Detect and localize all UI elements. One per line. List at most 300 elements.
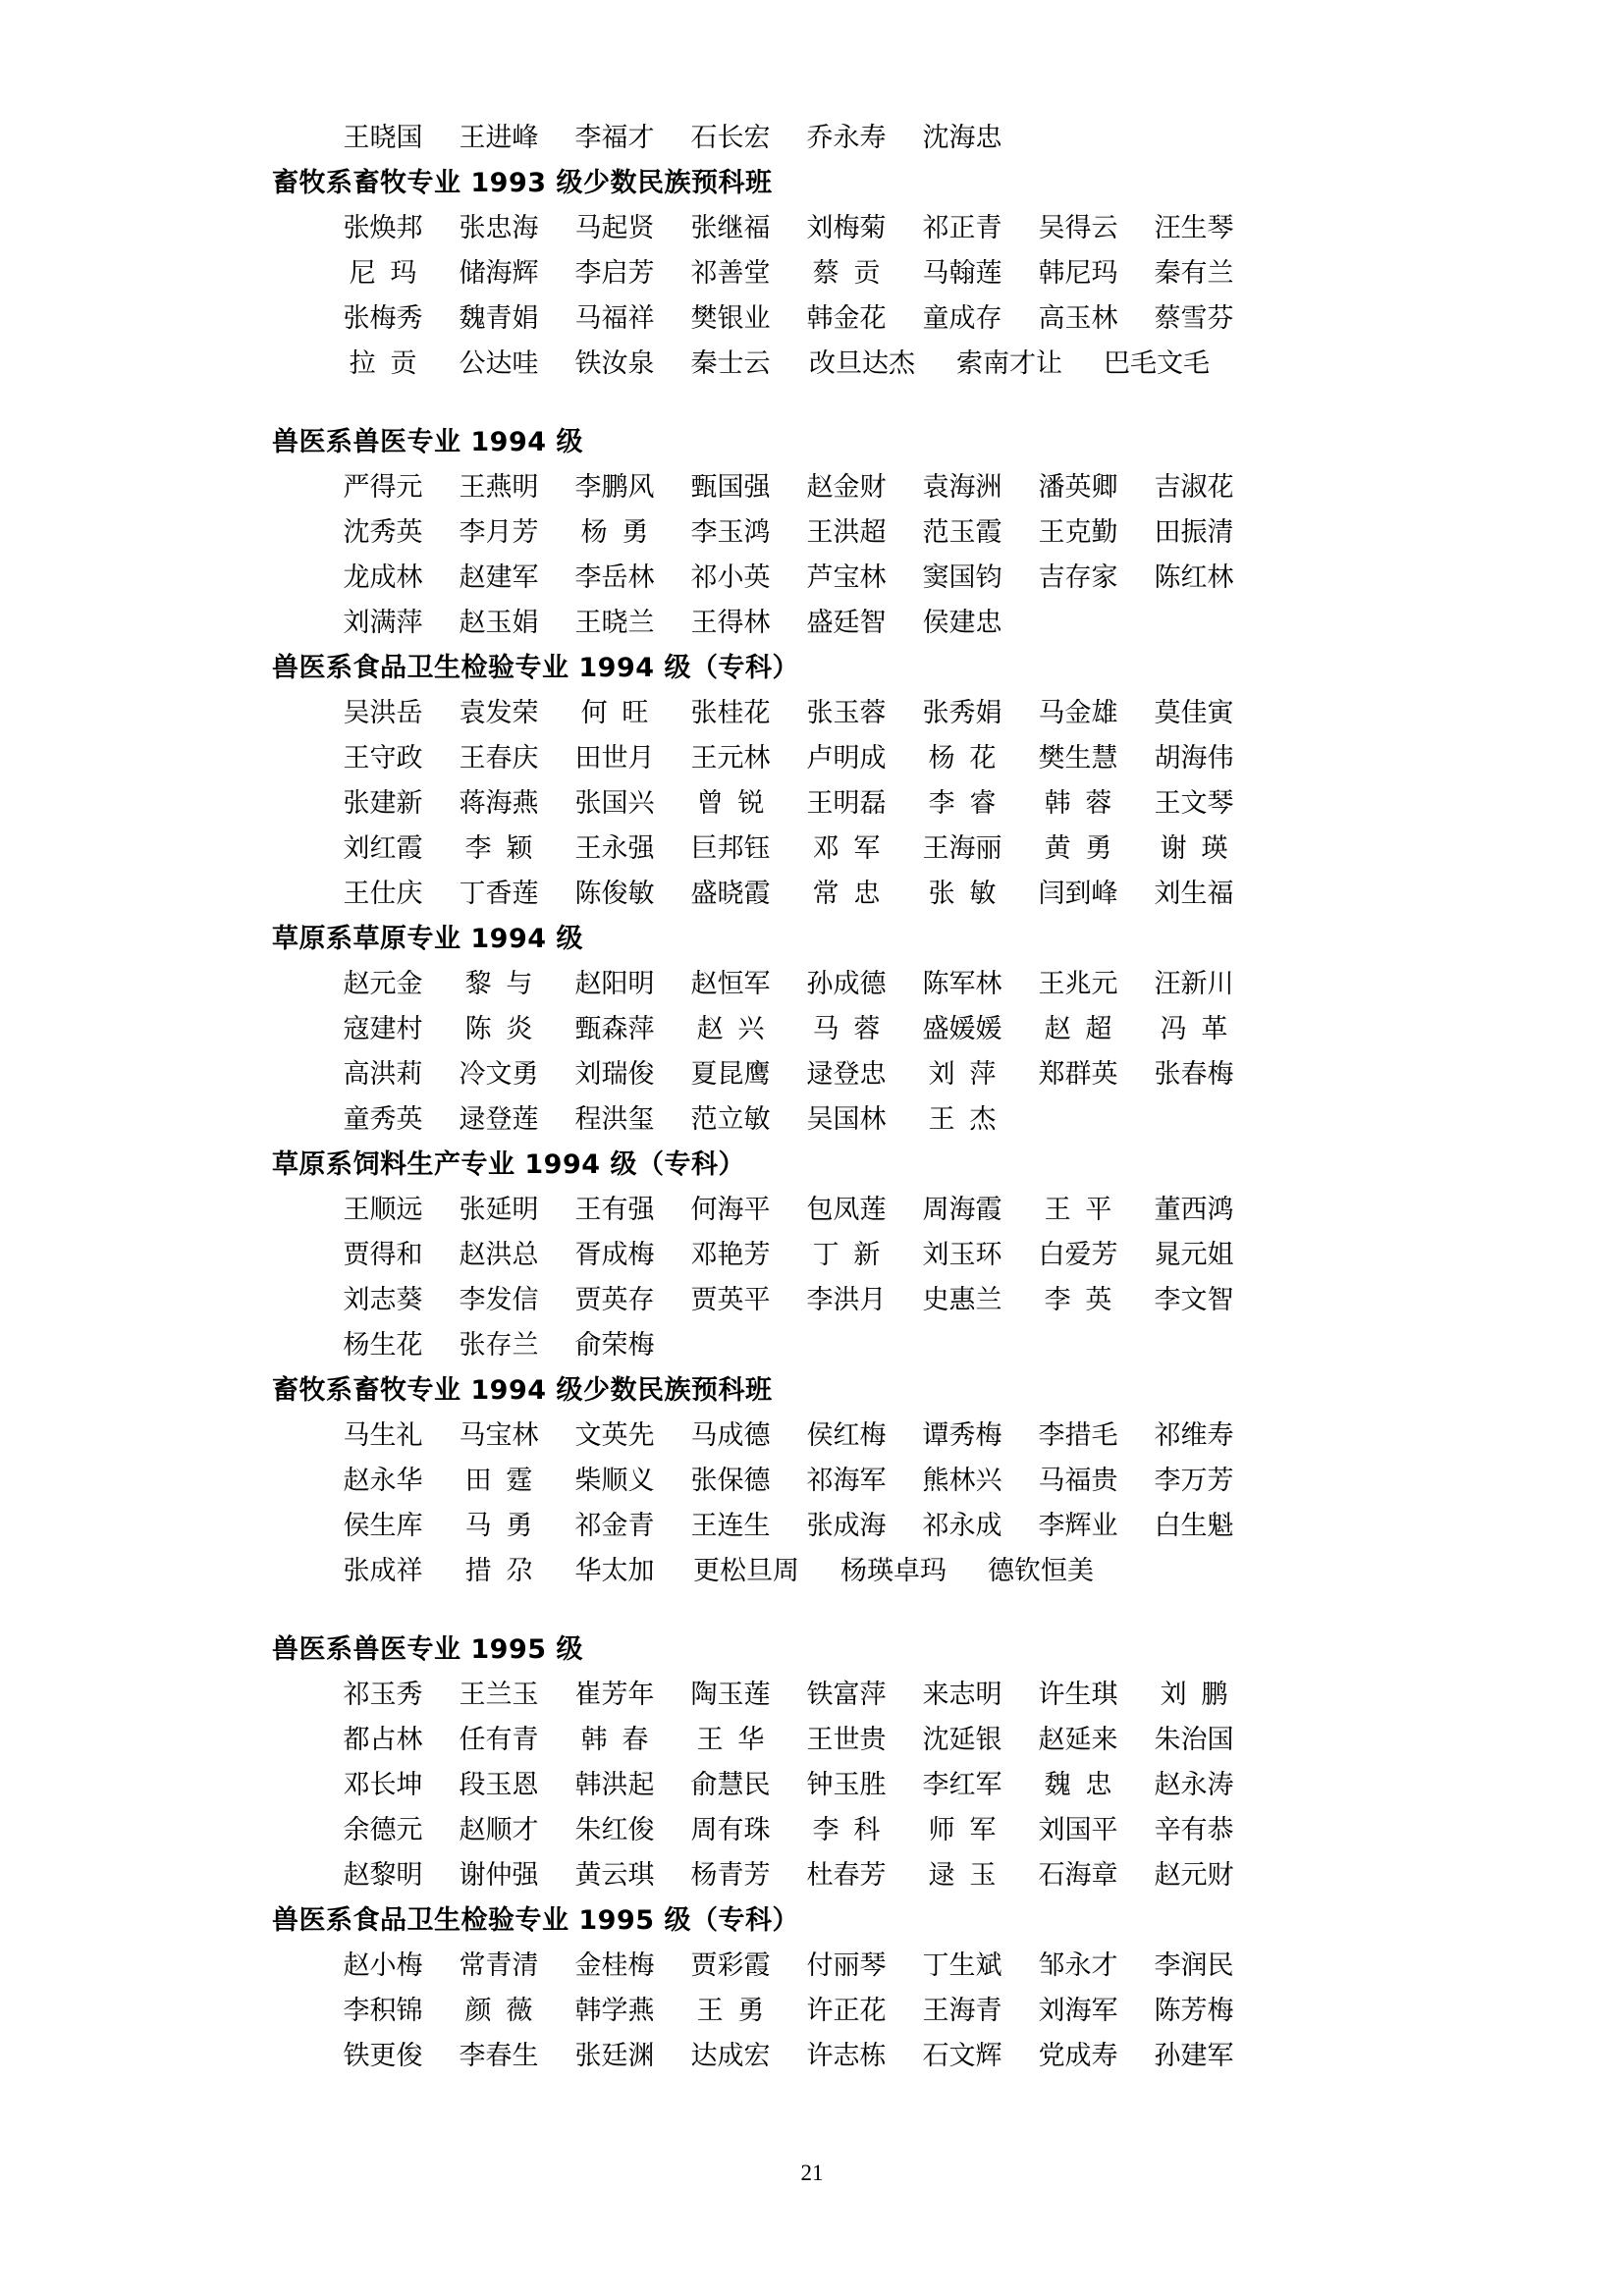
- name-entry: 王勇: [696, 1996, 780, 2026]
- name-row: [272, 736, 1352, 781]
- name-row: [272, 781, 1352, 827]
- name-entry: 王仕庆: [343, 879, 423, 909]
- name-entry: 张继福: [690, 213, 771, 243]
- name-row: [272, 296, 1352, 342]
- name-entry: 王晓国: [343, 123, 423, 153]
- name-entry: 秦士云: [690, 348, 771, 379]
- name-entry: 闫到峰: [1038, 879, 1118, 909]
- name-row: [272, 206, 1352, 251]
- name-entry: 辛有恭: [1154, 1815, 1234, 1845]
- name-entry: 邓军: [812, 833, 895, 864]
- name-entry: 俞慧民: [690, 1770, 771, 1800]
- name-entry: 柴顺义: [574, 1466, 655, 1496]
- section-heading: 兽医系食品卫生检验专业 1995 级（专科）: [272, 1905, 799, 1936]
- name-entry: 秦有兰: [1154, 258, 1234, 289]
- name-entry: 杨青芳: [690, 1860, 771, 1891]
- name-entry: 韩蓉: [1044, 788, 1127, 819]
- name-entry: 付丽琴: [806, 1950, 887, 1981]
- name-entry: 张春梅: [1154, 1059, 1234, 1090]
- name-entry: 李文智: [1154, 1285, 1234, 1315]
- name-entry: 祁善堂: [690, 258, 771, 289]
- name-entry: 樊生慧: [1038, 743, 1118, 774]
- name-entry: 侯生库: [343, 1511, 423, 1541]
- name-entry: 王春庆: [459, 743, 539, 774]
- name-entry: 张存兰: [459, 1330, 539, 1361]
- name-entry: 张国兴: [574, 788, 655, 819]
- name-entry: 沈延银: [922, 1725, 1002, 1755]
- name-entry: 魏青娟: [459, 303, 539, 334]
- name-entry: 晁元姐: [1154, 1240, 1234, 1270]
- name-entry: 王进峰: [459, 123, 539, 153]
- name-entry: 铁更俊: [343, 2041, 423, 2071]
- name-entry: 华太加: [574, 1556, 655, 1586]
- name-entry: 周海霞: [922, 1195, 1002, 1225]
- name-entry: 王得林: [690, 608, 771, 638]
- name-entry: 黎与: [464, 969, 548, 999]
- name-entry: 马福祥: [574, 303, 655, 334]
- name-row: [272, 1052, 1352, 1097]
- name-entry: 孙成德: [806, 969, 887, 999]
- name-entry: 谭秀梅: [922, 1420, 1002, 1451]
- name-entry: 刘海军: [1038, 1996, 1118, 2026]
- name-row: [272, 1007, 1352, 1052]
- name-entry: 包凤莲: [806, 1195, 887, 1225]
- name-entry: 王克勤: [1038, 517, 1118, 548]
- name-entry: 马生礼: [343, 1420, 423, 1451]
- name-entry: 汪新川: [1154, 969, 1234, 999]
- name-entry: 李月芳: [459, 517, 539, 548]
- name-entry: 张焕邦: [343, 213, 423, 243]
- name-entry: 龙成林: [343, 562, 423, 593]
- name-row: [272, 116, 1352, 161]
- name-entry: 韩金花: [806, 303, 887, 334]
- name-entry: 乔永寿: [806, 123, 887, 153]
- name-row: [272, 1188, 1352, 1233]
- name-entry: 祁维寿: [1154, 1420, 1234, 1451]
- name-entry: 韩尼玛: [1038, 258, 1118, 289]
- name-entry: 胥成梅: [574, 1240, 655, 1270]
- name-row: [272, 691, 1352, 736]
- name-entry: 王平: [1044, 1195, 1127, 1225]
- name-entry: 程洪玺: [574, 1104, 655, 1135]
- name-entry: 王杰: [928, 1104, 1011, 1135]
- name-row: [272, 1718, 1352, 1763]
- name-entry: 李措毛: [1038, 1420, 1118, 1451]
- name-entry: 马福贵: [1038, 1466, 1118, 1496]
- name-entry: 熊林兴: [922, 1466, 1002, 1496]
- name-entry: 侯建忠: [922, 608, 1002, 638]
- name-entry: 王元林: [690, 743, 771, 774]
- name-entry: 李福才: [574, 123, 655, 153]
- name-entry: 赵元财: [1154, 1860, 1234, 1891]
- name-entry: 蒋海燕: [459, 788, 539, 819]
- name-entry: 李润民: [1154, 1950, 1234, 1981]
- name-entry: 杜春芳: [806, 1860, 887, 1891]
- name-entry: 窦国钧: [922, 562, 1002, 593]
- name-entry: 常忠: [812, 879, 895, 909]
- name-entry: 德钦恒美: [988, 1556, 1094, 1586]
- section-spacer: [272, 387, 1352, 420]
- name-entry: 陈俊敏: [574, 879, 655, 909]
- name-entry: 莫佳寅: [1154, 698, 1234, 728]
- name-entry: 董西鸿: [1154, 1195, 1234, 1225]
- name-row: [272, 601, 1352, 646]
- name-entry: 刘国平: [1038, 1815, 1118, 1845]
- name-entry: 王有强: [574, 1195, 655, 1225]
- name-entry: 马起贤: [574, 213, 655, 243]
- name-entry: 张延明: [459, 1195, 539, 1225]
- name-entry: 韩学燕: [574, 1996, 655, 2026]
- name-entry: 王海丽: [922, 833, 1002, 864]
- name-entry: 李睿: [928, 788, 1011, 819]
- name-entry: 范玉霞: [922, 517, 1002, 548]
- name-entry: 童秀英: [343, 1104, 423, 1135]
- name-entry: 朱红俊: [574, 1815, 655, 1845]
- name-entry: 杨生花: [343, 1330, 423, 1361]
- name-entry: 李积锦: [343, 1996, 423, 2026]
- name-entry: 蔡贡: [812, 258, 895, 289]
- name-entry: 陈红林: [1154, 562, 1234, 593]
- name-entry: 王顺远: [343, 1195, 423, 1225]
- name-entry: 李颖: [464, 833, 548, 864]
- name-entry: 王兆元: [1038, 969, 1118, 999]
- name-entry: 马翰莲: [922, 258, 1002, 289]
- name-entry: 任有青: [459, 1725, 539, 1755]
- name-entry: 何海平: [690, 1195, 771, 1225]
- name-entry: 李春生: [459, 2041, 539, 2071]
- name-entry: 巴毛文毛: [1104, 348, 1210, 379]
- name-entry: 颜薇: [464, 1996, 548, 2026]
- name-entry: 逯登莲: [459, 1104, 539, 1135]
- name-entry: 孙建军: [1154, 2041, 1234, 2071]
- name-entry: 刘红霞: [343, 833, 423, 864]
- name-entry: 陶玉莲: [690, 1680, 771, 1710]
- name-entry: 祁金青: [574, 1511, 655, 1541]
- name-entry: 石文辉: [922, 2041, 1002, 2071]
- name-entry: 李岳林: [574, 562, 655, 593]
- name-entry: 李洪月: [806, 1285, 887, 1315]
- name-entry: 马勇: [464, 1511, 548, 1541]
- name-entry: 郑群英: [1038, 1059, 1118, 1090]
- name-entry: 夏昆鹰: [690, 1059, 771, 1090]
- name-entry: 王守政: [343, 743, 423, 774]
- name-entry: 马蓉: [812, 1014, 895, 1044]
- name-entry: 石长宏: [690, 123, 771, 153]
- name-entry: 张成祥: [343, 1556, 423, 1586]
- name-row: [272, 1323, 1352, 1368]
- name-entry: 白生魁: [1154, 1511, 1234, 1541]
- name-entry: 拉贡: [349, 348, 432, 379]
- name-entry: 陈炎: [464, 1014, 548, 1044]
- name-entry: 盛廷智: [806, 608, 887, 638]
- name-entry: 张桂花: [690, 698, 771, 728]
- name-entry: 赵元金: [343, 969, 423, 999]
- name-entry: 史惠兰: [922, 1285, 1002, 1315]
- name-entry: 赵黎明: [343, 1860, 423, 1891]
- name-entry: 潘英卿: [1038, 472, 1118, 503]
- name-entry: 李鹏风: [574, 472, 655, 503]
- name-entry: 刘梅菊: [806, 213, 887, 243]
- name-entry: 尼玛: [349, 258, 432, 289]
- name-entry: 樊银业: [690, 303, 771, 334]
- name-entry: 丁生斌: [922, 1950, 1002, 1981]
- name-entry: 储海辉: [459, 258, 539, 289]
- name-entry: 王永强: [574, 833, 655, 864]
- name-entry: 李英: [1044, 1285, 1127, 1315]
- name-entry: 贾英存: [574, 1285, 655, 1315]
- name-row: [272, 1097, 1352, 1143]
- name-entry: 张忠海: [459, 213, 539, 243]
- name-entry: 谢仲强: [459, 1860, 539, 1891]
- name-entry: 赵永华: [343, 1466, 423, 1496]
- name-entry: 张成海: [806, 1511, 887, 1541]
- name-entry: 芦宝林: [806, 562, 887, 593]
- name-entry: 李红军: [922, 1770, 1002, 1800]
- name-entry: 盛媛媛: [922, 1014, 1002, 1044]
- name-entry: 冯革: [1160, 1014, 1243, 1044]
- name-entry: 改旦达杰: [809, 348, 915, 379]
- name-entry: 祁玉秀: [343, 1680, 423, 1710]
- name-entry: 王华: [696, 1725, 780, 1755]
- name-entry: 逯玉: [928, 1860, 1011, 1891]
- name-entry: 张玉蓉: [806, 698, 887, 728]
- name-entry: 刘鹏: [1160, 1680, 1243, 1710]
- name-entry: 祁正青: [922, 213, 1002, 243]
- name-row: [272, 1853, 1352, 1898]
- name-entry: 吉淑花: [1154, 472, 1234, 503]
- section-heading: 兽医系兽医专业 1994 级: [272, 427, 583, 457]
- name-entry: 王世贵: [806, 1725, 887, 1755]
- section-heading: 畜牧系畜牧专业 1993 级少数民族预科班: [272, 168, 773, 198]
- name-entry: 贾得和: [343, 1240, 423, 1270]
- name-entry: 王兰玉: [459, 1680, 539, 1710]
- name-entry: 丁新: [812, 1240, 895, 1270]
- name-entry: 谢瑛: [1160, 833, 1243, 864]
- name-entry: 吴得云: [1038, 213, 1118, 243]
- section-heading: 兽医系食品卫生检验专业 1994 级（专科）: [272, 653, 799, 683]
- name-entry: 更松旦周: [693, 1556, 799, 1586]
- name-entry: 田霆: [464, 1466, 548, 1496]
- name-entry: 许正花: [806, 1996, 887, 2026]
- name-entry: 石海章: [1038, 1860, 1118, 1891]
- name-entry: 马成德: [690, 1420, 771, 1451]
- name-entry: 田世月: [574, 743, 655, 774]
- section-heading: 草原系饲料生产专业 1994 级（专科）: [272, 1149, 745, 1180]
- name-entry: 周有珠: [690, 1815, 771, 1845]
- name-entry: 王燕明: [459, 472, 539, 503]
- name-entry: 邓长坤: [343, 1770, 423, 1800]
- section-heading: 兽医系兽医专业 1995 级: [272, 1634, 583, 1665]
- name-row: [272, 962, 1352, 1007]
- name-row: [272, 1459, 1352, 1504]
- name-entry: 韩洪起: [574, 1770, 655, 1800]
- name-entry: 张建新: [343, 788, 423, 819]
- name-entry: 赵恒军: [690, 969, 771, 999]
- name-entry: 刘生福: [1154, 879, 1234, 909]
- name-entry: 张秀娟: [922, 698, 1002, 728]
- name-entry: 赵小梅: [343, 1950, 423, 1981]
- name-entry: 盛晓霞: [690, 879, 771, 909]
- name-entry: 曾锐: [696, 788, 780, 819]
- name-row: [272, 1944, 1352, 1989]
- name-entry: 王晓兰: [574, 608, 655, 638]
- name-entry: 何旺: [580, 698, 664, 728]
- name-entry: 甄国强: [690, 472, 771, 503]
- name-entry: 袁海洲: [922, 472, 1002, 503]
- name-entry: 黄勇: [1044, 833, 1127, 864]
- name-entry: 袁发荣: [459, 698, 539, 728]
- name-entry: 邓艳芳: [690, 1240, 771, 1270]
- name-entry: 黄云琪: [574, 1860, 655, 1891]
- name-entry: 吉存家: [1038, 562, 1118, 593]
- name-row: [272, 1549, 1352, 1594]
- name-entry: 崔芳年: [574, 1680, 655, 1710]
- name-entry: 高洪莉: [343, 1059, 423, 1090]
- name-entry: 段玉恩: [459, 1770, 539, 1800]
- name-entry: 陈芳梅: [1154, 1996, 1234, 2026]
- name-row: [272, 2034, 1352, 2079]
- name-entry: 祁小英: [690, 562, 771, 593]
- name-entry: 张保德: [690, 1466, 771, 1496]
- name-entry: 贾彩霞: [690, 1950, 771, 1981]
- name-entry: 师军: [928, 1815, 1011, 1845]
- name-entry: 赵延来: [1038, 1725, 1118, 1755]
- name-entry: 许生琪: [1038, 1680, 1118, 1710]
- name-entry: 赵金财: [806, 472, 887, 503]
- name-entry: 丁香莲: [459, 879, 539, 909]
- name-row: [272, 872, 1352, 917]
- name-entry: 马金雄: [1038, 698, 1118, 728]
- name-entry: 钟玉胜: [806, 1770, 887, 1800]
- name-entry: 蔡雪芬: [1154, 303, 1234, 334]
- name-entry: 金桂梅: [574, 1950, 655, 1981]
- page-number: 21: [800, 2161, 824, 2185]
- name-row: [272, 1808, 1352, 1853]
- section-heading: 草原系草原专业 1994 级: [272, 924, 583, 954]
- name-entry: 刘玉环: [922, 1240, 1002, 1270]
- name-row: [272, 342, 1352, 387]
- name-entry: 李玉鸿: [690, 517, 771, 548]
- name-entry: 王洪超: [806, 517, 887, 548]
- name-entry: 张廷渊: [574, 2041, 655, 2071]
- name-entry: 童成存: [922, 303, 1002, 334]
- name-entry: 贾英平: [690, 1285, 771, 1315]
- name-row: [272, 251, 1352, 296]
- name-entry: 赵洪总: [459, 1240, 539, 1270]
- name-row: [272, 1673, 1352, 1718]
- name-entry: 沈秀英: [343, 517, 423, 548]
- name-entry: 李辉业: [1038, 1511, 1118, 1541]
- section-spacer: [272, 1594, 1352, 1628]
- name-entry: 常青清: [459, 1950, 539, 1981]
- name-entry: 胡海伟: [1154, 743, 1234, 774]
- name-entry: 杨瑛卓玛: [840, 1556, 947, 1586]
- name-entry: 杨勇: [580, 517, 664, 548]
- name-entry: 措尕: [464, 1556, 548, 1586]
- name-entry: 汪生琴: [1154, 213, 1234, 243]
- name-entry: 索南才让: [956, 348, 1062, 379]
- name-row: [272, 1763, 1352, 1808]
- name-entry: 邹永才: [1038, 1950, 1118, 1981]
- name-entry: 吴洪岳: [343, 698, 423, 728]
- name-entry: 刘志葵: [343, 1285, 423, 1315]
- name-entry: 卢明成: [806, 743, 887, 774]
- name-entry: 李启芳: [574, 258, 655, 289]
- name-entry: 祁海军: [806, 1466, 887, 1496]
- name-row: [272, 1989, 1352, 2034]
- name-entry: 高玉林: [1038, 303, 1118, 334]
- name-entry: 赵超: [1044, 1014, 1127, 1044]
- name-entry: 田振清: [1154, 517, 1234, 548]
- name-entry: 白爱芳: [1038, 1240, 1118, 1270]
- name-entry: 余德元: [343, 1815, 423, 1845]
- name-entry: 文英先: [574, 1420, 655, 1451]
- name-entry: 赵阳明: [574, 969, 655, 999]
- name-entry: 王明磊: [806, 788, 887, 819]
- name-entry: 王文琴: [1154, 788, 1234, 819]
- section-heading: 畜牧系畜牧专业 1994 级少数民族预科班: [272, 1375, 773, 1406]
- name-entry: 祁永成: [922, 1511, 1002, 1541]
- name-entry: 韩春: [580, 1725, 664, 1755]
- name-entry: 达成宏: [690, 2041, 771, 2071]
- name-entry: 李万芳: [1154, 1466, 1234, 1496]
- name-entry: 铁富萍: [806, 1680, 887, 1710]
- name-entry: 吴国林: [806, 1104, 887, 1135]
- name-entry: 巨邦钰: [690, 833, 771, 864]
- name-entry: 张敏: [928, 879, 1011, 909]
- name-entry: 刘满萍: [343, 608, 423, 638]
- name-entry: 马宝林: [459, 1420, 539, 1451]
- name-entry: 逯登忠: [806, 1059, 887, 1090]
- name-entry: 寇建村: [343, 1014, 423, 1044]
- name-row: [272, 827, 1352, 872]
- name-entry: 严得元: [343, 472, 423, 503]
- name-entry: 刘瑞俊: [574, 1059, 655, 1090]
- name-entry: 侯红梅: [806, 1420, 887, 1451]
- name-entry: 范立敏: [690, 1104, 771, 1135]
- name-entry: 张梅秀: [343, 303, 423, 334]
- name-row: [272, 465, 1352, 510]
- name-entry: 王海青: [922, 1996, 1002, 2026]
- name-entry: 公达哇: [459, 348, 539, 379]
- name-entry: 陈军林: [922, 969, 1002, 999]
- name-row: [272, 556, 1352, 601]
- name-entry: 来志明: [922, 1680, 1002, 1710]
- name-entry: 赵兴: [696, 1014, 780, 1044]
- name-entry: 铁汝泉: [574, 348, 655, 379]
- name-entry: 赵玉娟: [459, 608, 539, 638]
- name-entry: 赵建军: [459, 562, 539, 593]
- name-entry: 王连生: [690, 1511, 771, 1541]
- name-entry: 都占林: [343, 1725, 423, 1755]
- name-entry: 魏忠: [1044, 1770, 1127, 1800]
- name-entry: 杨花: [928, 743, 1011, 774]
- name-entry: 甄森萍: [574, 1014, 655, 1044]
- name-entry: 冷文勇: [459, 1059, 539, 1090]
- name-entry: 俞荣梅: [574, 1330, 655, 1361]
- name-entry: 许志栋: [806, 2041, 887, 2071]
- name-row: [272, 510, 1352, 556]
- name-entry: 党成寿: [1038, 2041, 1118, 2071]
- name-entry: 沈海忠: [922, 123, 1002, 153]
- name-entry: 李发信: [459, 1285, 539, 1315]
- name-entry: 赵顺才: [459, 1815, 539, 1845]
- roster-content: [272, 116, 1352, 2079]
- name-row: [272, 1233, 1352, 1278]
- name-row: [272, 1414, 1352, 1459]
- name-entry: 赵永涛: [1154, 1770, 1234, 1800]
- name-entry: 朱治国: [1154, 1725, 1234, 1755]
